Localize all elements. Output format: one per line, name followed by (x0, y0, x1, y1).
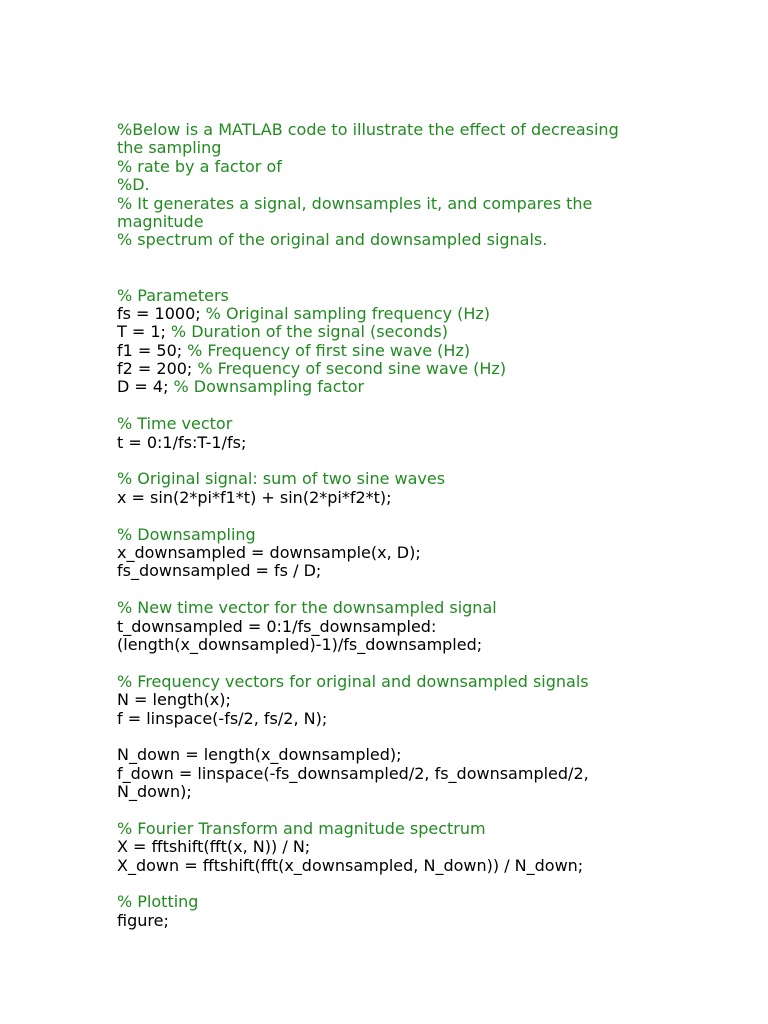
code-line: fs_downsampled = fs / D; (117, 561, 322, 581)
new-time-vector-block (117, 599, 757, 654)
code-line: figure; (117, 910, 169, 930)
code-line (117, 342, 757, 360)
code-line: x_downsampled = downsample(x, D); (117, 543, 421, 562)
code-line: X = fftshift(fft(x, N)) / N; (117, 837, 311, 857)
frequency-vectors-block (117, 673, 757, 728)
original-signal-block (117, 470, 757, 507)
intro-comment-line: % spectrum of the original and downsampled signals. (117, 230, 548, 250)
code-line (117, 305, 757, 323)
code-statement: D = 4; (117, 377, 169, 397)
plotting-block (117, 893, 757, 930)
intro-comment-line: % rate by a factor of (117, 156, 282, 176)
intro-comment-block (117, 121, 757, 250)
code-statement: f1 = 50; (117, 340, 183, 360)
parameters-block (117, 287, 757, 397)
inline-comment: % Frequency of second sine wave (Hz) (197, 359, 507, 379)
intro-comment-line: %D. (117, 175, 150, 195)
code-statement: T = 1; (117, 322, 166, 342)
code-line: t = 0:1/fs:T-1/fs; (117, 432, 247, 452)
code-line: t_downsampled = 0:1/fs_downsampled: (117, 616, 437, 636)
matlab-code (117, 121, 757, 949)
section-comment: % Downsampling (117, 524, 256, 544)
code-line: f_down = linspace(-fs_downsampled/2, fs_downsampled/2, (117, 763, 589, 783)
intro-comment-line: magnitude (117, 211, 204, 231)
section-comment: % Frequency vectors for original and downsampled signals (117, 671, 589, 691)
code-line: x = sin(2*pi*f1*t) + sin(2*pi*f2*t); (117, 487, 392, 507)
code-line (117, 360, 757, 378)
code-line: (length(x_downsampled)-1)/fs_downsampled; (117, 634, 483, 654)
inline-comment: % Duration of the signal (seconds) (170, 322, 448, 342)
code-statement: fs = 1000; (117, 303, 201, 323)
code-line: N_down = length(x_downsampled); (117, 745, 402, 765)
code-line: X_down = fftshift(fft(x_downsampled, N_down)) / N_down; (117, 855, 584, 875)
intro-comment-line: the sampling (117, 138, 222, 158)
code-line (117, 323, 757, 341)
section-comment: % Plotting (117, 892, 199, 912)
section-comment: % Time vector (117, 414, 233, 434)
section-comment: % Parameters (117, 285, 229, 305)
inline-comment: % Frequency of first sine wave (Hz) (187, 340, 471, 360)
code-line (117, 378, 757, 396)
code-line: N = length(x); (117, 690, 231, 710)
inline-comment: % Downsampling factor (173, 377, 365, 397)
time-vector-block (117, 415, 757, 452)
section-comment: % New time vector for the downsampled signal (117, 598, 497, 618)
code-line: f = linspace(-fs/2, fs/2, N); (117, 708, 328, 728)
inline-comment: % Original sampling frequency (Hz) (205, 303, 491, 323)
section-comment: % Fourier Transform and magnitude spectrum (117, 818, 486, 838)
fourier-transform-block (117, 820, 757, 875)
code-statement: f2 = 200; (117, 359, 193, 379)
code-line: N_down); (117, 782, 192, 802)
intro-comment-line: %Below is a MATLAB code to illustrate the effect of decreasing (117, 120, 619, 139)
downsampled-frequency-block (117, 746, 757, 801)
intro-comment-line: % It generates a signal, downsamples it, and compares the (117, 193, 593, 213)
downsampling-block (117, 526, 757, 581)
section-comment: % Original signal: sum of two sine waves (117, 469, 446, 489)
